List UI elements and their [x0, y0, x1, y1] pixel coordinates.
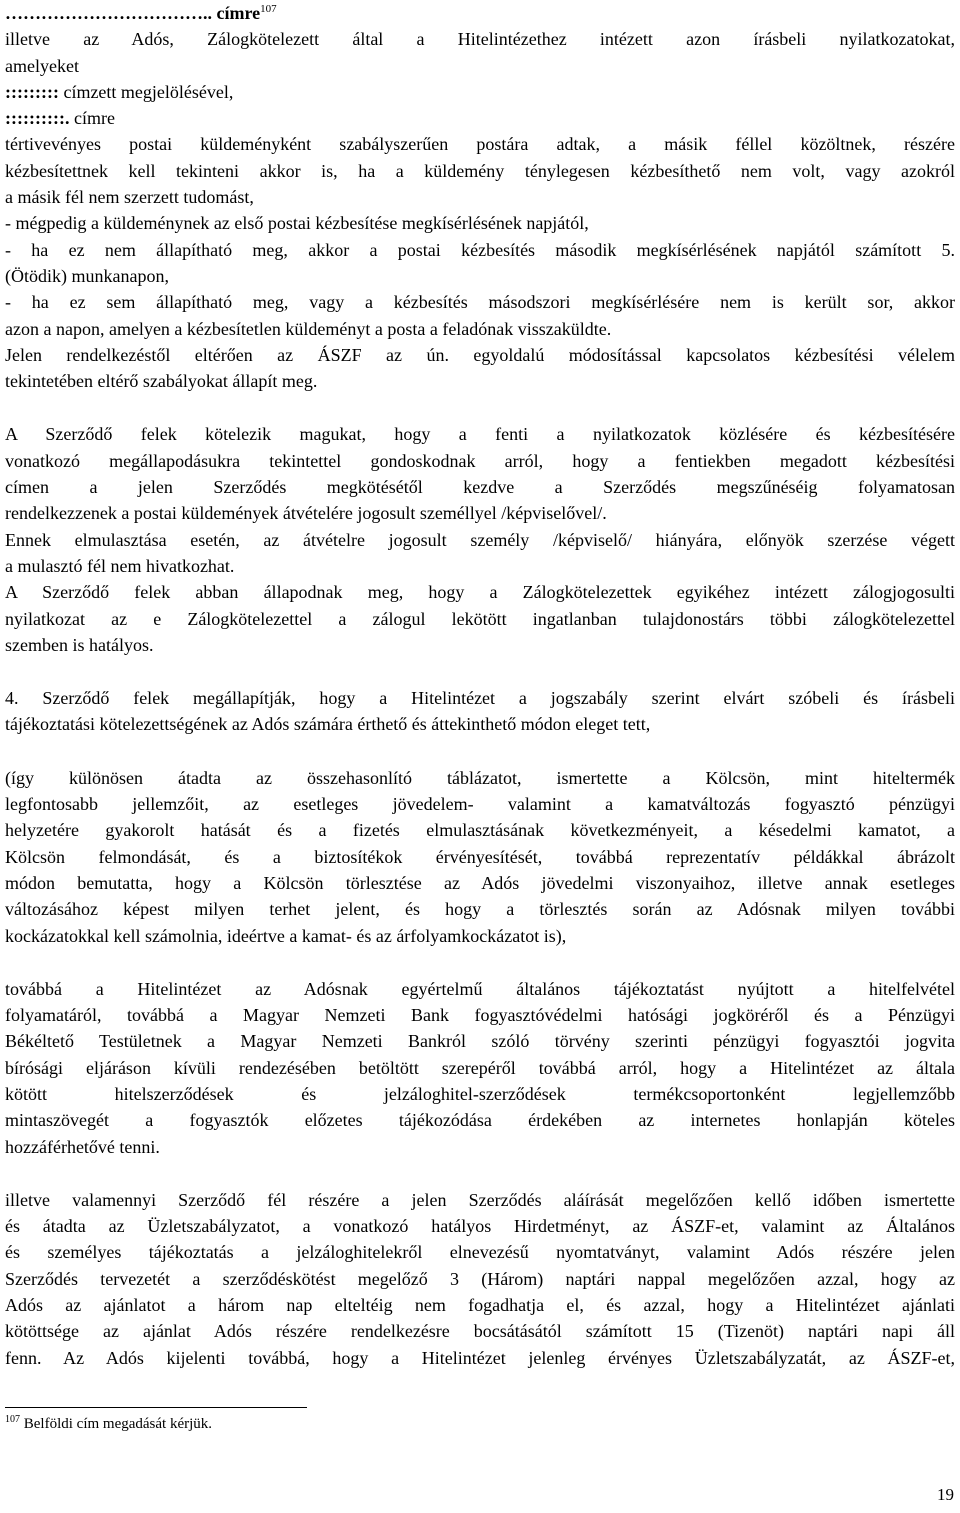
intro-line: amelyeket: [5, 55, 79, 76]
header-label: címre: [212, 3, 261, 23]
header-dots: ……………………………..: [5, 3, 212, 23]
footnote-number: 107: [5, 1414, 20, 1425]
paragraph-line: változásához képest milyen terhet jelent, és hogy a törlesztés során az Adósnak milyen további: [5, 899, 955, 920]
footnote: [5, 1416, 212, 1433]
paragraph-line: Ennek elmulasztása esetén, az átvételre jogosult személy /képviselő/ hiányára, előnyök szerzése végett: [5, 529, 955, 550]
paragraph-line: azon a napon, amelyen a kézbesítetlen küldeményt a posta a feladónak visszaküldte.: [5, 318, 612, 339]
paragraph-line: tértivevényes postai küldeményként szabályszerűen postára adtak, a másik féllel közöltnek, részére: [5, 134, 955, 155]
paragraph-line: mintaszövegét a fogyasztók előzetes tájékozódása érdekében az internetes honlapján köteles: [5, 1110, 955, 1131]
paragraph-line: Kölcsön felmondását, és a biztosítékok érvényesítését, továbbá reprezentatív példákkal ábrázolt: [5, 846, 955, 867]
paragraph-line: folyamatáról, továbbá a Magyar Nemzeti Bank fogyasztóvédelmi hatósági jogköréről és a Pénzügyi: [5, 1005, 955, 1026]
paragraph-line: és átadta az Üzletszabályzatot, a vonatkozó hatályos Hirdetményt, az ÁSZF-et, valamint az Általános: [5, 1216, 955, 1237]
section-4-line: tájékoztatási kötelezettségének az Adós számára érthető és áttekinthető módon eleget tett,: [5, 714, 651, 735]
paragraph-line: a másik fél nem szerzett tudomást,: [5, 187, 254, 208]
paragraph-line: legfontosabb jellemzőit, az esetleges jövedelem- valamint a kamatváltozás fogyasztó pénzügyi: [5, 794, 955, 815]
paragraph-line: (Ötödik) munkanapon,: [5, 265, 169, 286]
paragraph-line: (így különösen átadta az összehasonlító táblázatot, ismertette a Kölcsön, mint hiteltermék: [5, 767, 955, 788]
recipient-line: [5, 79, 955, 105]
intro-line: illetve az Adós, Zálogkötelezett által a Hitelintézethez intézett azon írásbeli nyilatkozatokat,: [5, 29, 955, 50]
footnote-text: Belföldi cím megadását kérjük.: [20, 1416, 213, 1432]
paragraph-line: tekintetében eltérő szabályokat állapít meg.: [5, 371, 318, 392]
paragraph-line: kockázatokkal kell számolnia, ideértve a kamat- és az árfolyamkockázatot is),: [5, 925, 567, 946]
paragraph-line: kötött hitelszerződések és jelzáloghitel-szerződések termékcsoportonként legjellemzőbb: [5, 1083, 955, 1104]
paragraph-line: Szerződés tervezetét a szerződéskötést megelőző 3 (Három) naptári nappal megelőzően azzal, hogy az: [5, 1268, 955, 1289]
paragraph-line: vonatkozó megállapodásukra tekintettel gondoskodnak arról, hogy a fentiekben megadott kézbesítési: [5, 450, 955, 471]
page-number: 19: [937, 1485, 954, 1504]
paragraph-line: és személyes tájékoztatás a jelzáloghitelekről elnevezésű nyomtatványt, valamint Adós részére jelen: [5, 1242, 955, 1263]
paragraph-line: továbbá a Hitelintézet az Adósnak egyértelmű általános tájékoztatást nyújtott a hitelfelvétel: [5, 978, 955, 999]
paragraph-line: illetve valamennyi Szerződő fél részére a jelen Szerződés aláírását megelőzően kellő időben ismertette: [5, 1189, 955, 1210]
paragraph-line: Békéltető Testületnek a Magyar Nemzeti Bankról szóló törvény szerinti pénzügyi fogyasztói jogvita: [5, 1031, 955, 1052]
paragraph-line: A Szerződő felek abban állapodnak meg, hogy a Zálogkötelezettek egyikéhez intézett zálogjogosulti: [5, 582, 955, 603]
paragraph-line: kötöttsége az ajánlat Adós részére rendelkezésre bocsátásától számított 15 (Tizenöt) naptári napi áll: [5, 1321, 955, 1342]
section-4-line: 4. Szerződő felek megállapítják, hogy a Hitelintézet a jogszabály szerint elvárt szóbeli és írásbeli: [5, 688, 955, 709]
paragraph-line: a mulasztó fél nem hivatkozhat.: [5, 555, 235, 576]
document-page: [5, 0, 955, 1371]
paragraph-line: A Szerződő felek kötelezik magukat, hogy a fenti a nyilatkozatok közlésére és kézbesítésére: [5, 424, 955, 445]
address-text: címre: [69, 108, 115, 129]
paragraph-line: módon bemutatta, hogy a Kölcsön törlesztése az Adós jövedelmi viszonyaihoz, illetve annak esetleges: [5, 872, 955, 893]
paragraph-spacer: [5, 949, 955, 976]
paragraph-line: rendelkezzenek a postai küldemények átvételére jogosult személlyel /képviselővel/.: [5, 503, 607, 524]
paragraph-line: - ha ez nem állapítható meg, akkor a postai kézbesítés második megkísérlésének napjától számított 5.: [5, 239, 955, 260]
paragraph-line: nyilatkozat az e Zálogkötelezettel a zálogul lekötött ingatlanban tulajdonostárs többi zálogkötelezettel: [5, 608, 955, 629]
paragraph-line: Jelen rendelkezéstől eltérően az ÁSZF az ún. egyoldalú módosítással kapcsolatos kézbesítési vélelem: [5, 344, 955, 365]
footnote-reference: 107: [260, 3, 277, 15]
paragraph-line: fenn. Az Adós kijelenti továbbá, hogy a Hitelintézet jelenleg érvényes Üzletszabályzatát, az ÁSZF-et,: [5, 1347, 955, 1368]
paragraph-line: Adós az ajánlatot a három nap elteltéig nem fogadhatja el, és azzal, hogy a Hitelintézet ajánlati: [5, 1295, 955, 1316]
address-placeholder: ::::::::::.: [5, 108, 70, 129]
paragraph-line: - mégpedig a küldeménynek az első postai kézbesítése megkísérlésének napjától,: [5, 213, 589, 234]
paragraph-line: - ha ez sem állapítható meg, vagy a kézbesítés másodszori megkísérlésére nem is került sor, akkor: [5, 292, 955, 313]
paragraph-line: helyzetére gyakorolt hatását és a fizetés elmulasztásának következményeit, a késedelmi kamatot, a: [5, 820, 955, 841]
paragraph-spacer: [5, 658, 955, 685]
recipient-text: címzett megjelölésével,: [58, 81, 234, 102]
header-line: [5, 0, 955, 26]
paragraph-spacer: [5, 738, 955, 765]
paragraph-line: hozzáférhetővé tenni.: [5, 1136, 160, 1157]
paragraph-line: kézbesítettnek kell tekinteni akkor is, ha a küldemény ténylegesen kézbesíthető nem volt, vagy azokról: [5, 160, 955, 181]
paragraph-line: szemben is hatályos.: [5, 634, 154, 655]
paragraph-spacer: [5, 394, 955, 421]
paragraph-spacer: [5, 1160, 955, 1187]
recipient-placeholder: :::::::::: [5, 81, 59, 102]
paragraph-line: bírósági eljáráson kívüli rendezésében betöltött szerepéről továbbá arról, hogy a Hitelintézet az általa: [5, 1057, 955, 1078]
address-line: [5, 105, 955, 131]
footnote-separator: [5, 1407, 307, 1408]
paragraph-line: címen a jelen Szerződés megkötésétől kezdve a Szerződés megszűnéséig folyamatosan: [5, 477, 955, 498]
